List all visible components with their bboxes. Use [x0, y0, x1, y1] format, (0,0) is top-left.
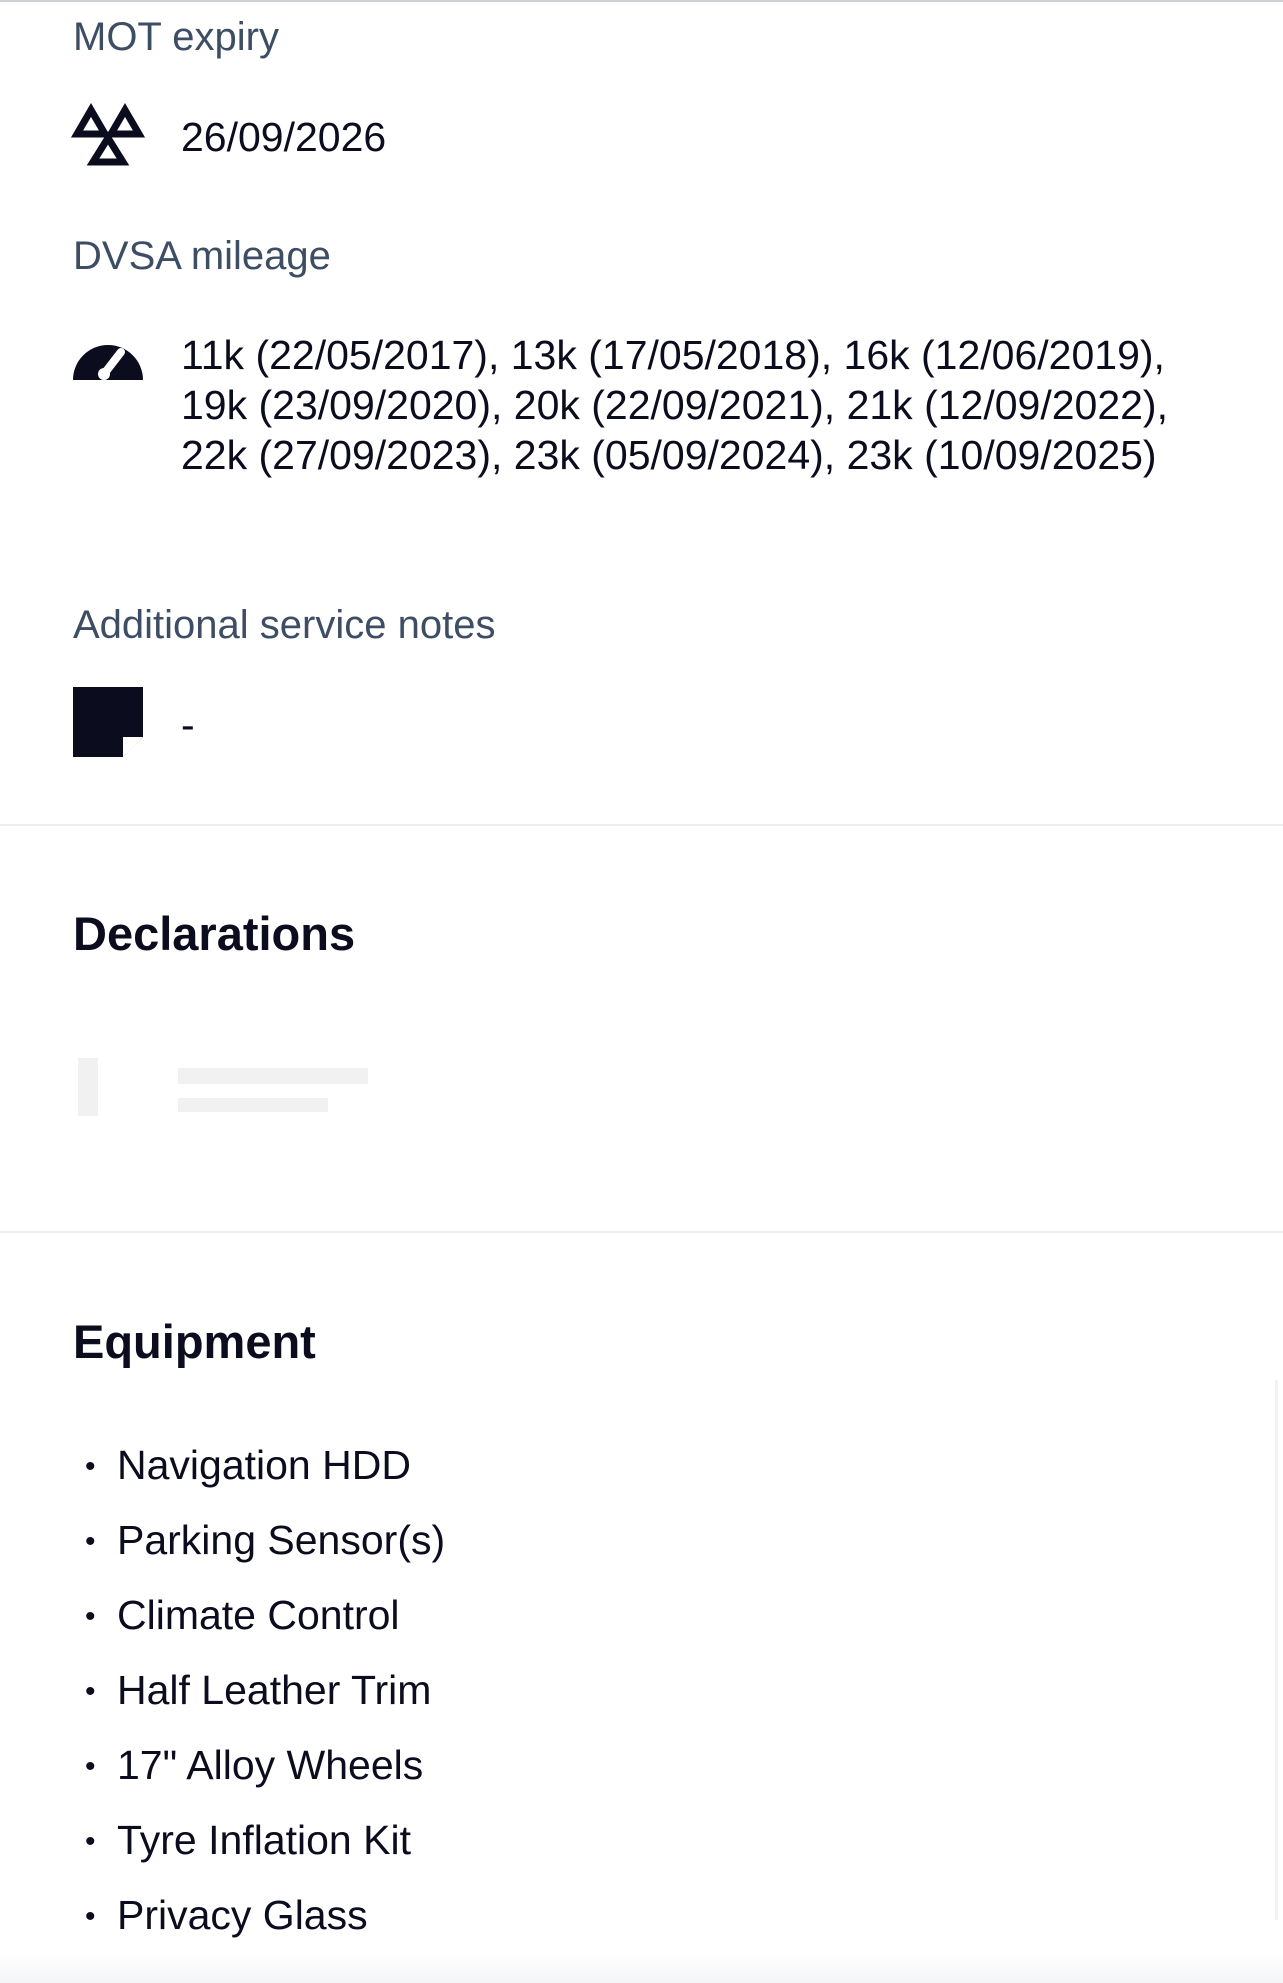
section-divider	[0, 1231, 1283, 1233]
bullet-icon: •	[85, 1450, 96, 1483]
dvsa-mileage-label: DVSA mileage	[73, 234, 331, 278]
bullet-icon: •	[85, 1900, 96, 1933]
bullet-icon: •	[85, 1525, 96, 1558]
declarations-placeholder	[78, 1058, 378, 1118]
equipment-item: Tyre Inflation Kit	[117, 1817, 411, 1863]
bullet-icon: •	[85, 1750, 96, 1783]
equipment-item: Navigation HDD	[117, 1442, 411, 1488]
mot-expiry-label: MOT expiry	[73, 15, 279, 59]
scrollbar-track[interactable]	[1275, 1380, 1278, 1920]
list-item	[85, 1665, 445, 1740]
equipment-item: Privacy Glass	[117, 1892, 368, 1938]
service-notes-value: -	[181, 702, 195, 748]
bullet-icon: •	[85, 1825, 96, 1858]
speedometer-icon	[71, 318, 145, 392]
declarations-heading: Declarations	[73, 907, 356, 960]
equipment-item: Climate Control	[117, 1592, 400, 1638]
equipment-item: Half Leather Trim	[117, 1667, 432, 1713]
equipment-heading: Equipment	[73, 1315, 316, 1368]
equipment-item: 17" Alloy Wheels	[117, 1742, 424, 1788]
top-divider	[0, 0, 1283, 2]
sticky-note-icon	[71, 685, 145, 759]
equipment-list	[85, 1440, 445, 1965]
mot-expiry-value: 26/09/2026	[181, 114, 387, 160]
bullet-icon: •	[85, 1600, 96, 1633]
list-item	[85, 1440, 445, 1515]
mot-triangles-icon	[71, 100, 145, 174]
list-item	[85, 1515, 445, 1590]
dvsa-mileage-value: 11k (22/05/2017), 13k (17/05/2018), 16k (12/06/2019), 19k (23/09/2020), 20k (22/09/2021), 21k (12/09/2022), 22k (27/09/2023), 23k (05/09/2024), 23k (10/09/2025)	[181, 332, 1168, 478]
service-notes-label: Additional service notes	[73, 603, 496, 647]
equipment-item: Parking Sensor(s)	[117, 1517, 446, 1563]
bullet-icon: •	[85, 1675, 96, 1708]
list-item	[85, 1740, 445, 1815]
section-divider	[0, 824, 1283, 826]
list-item	[85, 1590, 445, 1665]
list-item	[85, 1815, 445, 1890]
bottom-fade	[0, 1953, 1283, 1983]
